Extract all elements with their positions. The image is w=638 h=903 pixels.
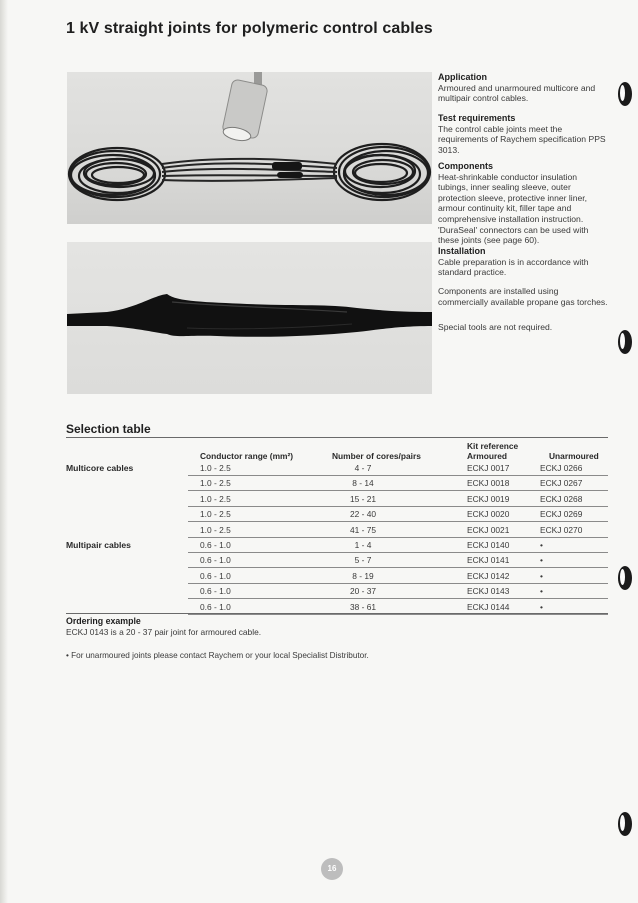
unarmoured-kit-cell: ECKJ 0269 <box>540 509 583 520</box>
ordering-example-text: ECKJ 0143 is a 20 - 37 pair joint for armoured cable. <box>66 627 262 637</box>
armoured-kit-cell: ECKJ 0140 <box>467 540 510 550</box>
page-title: 1 kV straight joints for polymeric control cables <box>66 20 433 37</box>
selection-table-title: Selection table <box>66 422 151 436</box>
application-text: Armoured and unarmoured multicore and multipair control cables. <box>438 82 596 104</box>
ordering-example-heading: Ordering example <box>66 616 141 626</box>
installation-note <box>438 286 608 307</box>
table-row-rule <box>188 521 608 522</box>
armoured-kit-cell: ECKJ 0141 <box>467 555 510 566</box>
components-heading: Components <box>438 161 493 171</box>
test-requirements-heading: Test requirements <box>438 113 516 123</box>
installation-section <box>438 246 608 278</box>
unarmoured-kit-cell: ECKJ 0268 <box>540 493 583 504</box>
armoured-header: Armoured <box>467 451 508 461</box>
unarmoured-kit-cell: ECKJ 0267 <box>540 478 583 489</box>
components-text: Heat-shrinkable conductor insulation tubings, inner sealing sleeve, outer protection sleeve, protective inner liner, armour continuity kit, filler tape and comprehensive installation instruction. 'DuraSeal' connectors can be used with these joints (see page 60). <box>438 171 589 246</box>
cores-pairs-cell: 15 - 21 <box>349 493 377 504</box>
conductor-range-cell: 0.6 - 1.0 <box>200 555 231 566</box>
armoured-kit-cell: ECKJ 0019 <box>467 493 510 504</box>
conductor-range-cell: 1.0 - 2.5 <box>200 524 231 535</box>
multipair-group-label: Multipair cables <box>66 540 131 550</box>
armoured-kit-cell: ECKJ 0144 <box>467 601 510 612</box>
conductor-range-cell: 0.6 - 1.0 <box>200 586 231 597</box>
conductor-range-cell: 0.6 - 1.0 <box>200 601 231 612</box>
page-number: 16 <box>321 858 343 880</box>
components-section <box>438 161 608 246</box>
conductor-range-cell: 0.6 - 1.0 <box>200 540 231 550</box>
table-row-rule <box>188 567 608 568</box>
cores-pairs-cell: 8 - 19 <box>352 570 374 581</box>
unarmoured-kit-cell: • <box>540 540 543 550</box>
table-row-rule <box>188 475 608 476</box>
kit-reference-header: Kit reference <box>467 441 519 451</box>
unarmoured-kit-cell: • <box>540 570 543 581</box>
cores-pairs-cell: 8 - 14 <box>352 478 374 489</box>
multicore-group-label: Multicore cables <box>66 463 134 473</box>
armoured-kit-cell: ECKJ 0020 <box>467 509 510 520</box>
cores-pairs-header: Number of cores/pairs <box>332 451 421 461</box>
completed-joint-photo <box>67 242 432 394</box>
unarmoured-kit-cell: ECKJ 0270 <box>540 524 583 535</box>
cores-pairs-cell: 41 - 75 <box>349 524 377 535</box>
installation-heading: Installation <box>438 246 486 256</box>
conductor-range-cell: 1.0 - 2.5 <box>200 463 231 473</box>
torches-text: Components are installed using commercially available propane gas torches. <box>438 286 608 307</box>
test-requirements-section <box>438 113 608 155</box>
unarmoured-header: Unarmoured <box>549 451 599 461</box>
punch-hole <box>618 566 632 590</box>
conductor-range-cell: 1.0 - 2.5 <box>200 509 231 520</box>
table-row-rule <box>188 490 608 491</box>
cable-joint-photo <box>67 72 432 224</box>
conductor-range-cell: 0.6 - 1.0 <box>200 570 231 581</box>
conductor-range-cell: 1.0 - 2.5 <box>200 493 231 504</box>
unarmoured-kit-cell: ECKJ 0266 <box>540 463 583 473</box>
cores-pairs-cell: 38 - 61 <box>349 601 377 612</box>
punch-hole <box>618 330 632 354</box>
armoured-kit-cell: ECKJ 0142 <box>467 570 510 581</box>
table-row-rule <box>188 598 608 599</box>
punch-hole <box>618 812 632 836</box>
unarmoured-kit-cell: • <box>540 555 543 566</box>
binder-edge <box>0 0 8 903</box>
table-row-rule <box>188 583 608 584</box>
cores-pairs-cell: 20 - 37 <box>349 586 377 597</box>
armoured-kit-cell: ECKJ 0017 <box>467 463 510 473</box>
conductor-range-cell: 1.0 - 2.5 <box>200 478 231 489</box>
unarmoured-kit-cell: • <box>540 586 543 597</box>
table-row-rule <box>188 506 608 507</box>
tools-text: Special tools are not required. <box>438 322 553 332</box>
cores-pairs-cell: 5 - 7 <box>354 555 372 566</box>
table-row-rule <box>188 552 608 553</box>
cores-pairs-cell: 22 - 40 <box>349 509 377 520</box>
tools-note <box>438 322 608 333</box>
armoured-kit-cell: ECKJ 0143 <box>467 586 510 597</box>
unarmoured-kit-cell: • <box>540 601 543 612</box>
test-requirements-text: The control cable joints meet the requirements of Raychem specification PPS 3013. <box>438 123 606 155</box>
armoured-kit-cell: ECKJ 0021 <box>467 524 510 535</box>
installation-text: Cable preparation is in accordance with standard practice. <box>438 256 589 278</box>
footnote: • For unarmoured joints please contact Raychem or your local Specialist Distributor. <box>66 651 369 660</box>
cores-pairs-cell: 4 - 7 <box>354 463 372 473</box>
application-heading: Application <box>438 72 487 82</box>
application-section <box>438 72 608 104</box>
table-top-rule <box>66 437 608 438</box>
cores-pairs-cell: 1 - 4 <box>354 540 372 550</box>
punch-hole <box>618 82 632 106</box>
armoured-kit-cell: ECKJ 0018 <box>467 478 510 489</box>
table-row-rule <box>188 537 608 538</box>
conductor-range-header: Conductor range (mm²) <box>200 451 294 461</box>
table-bottom-rule <box>66 613 608 614</box>
